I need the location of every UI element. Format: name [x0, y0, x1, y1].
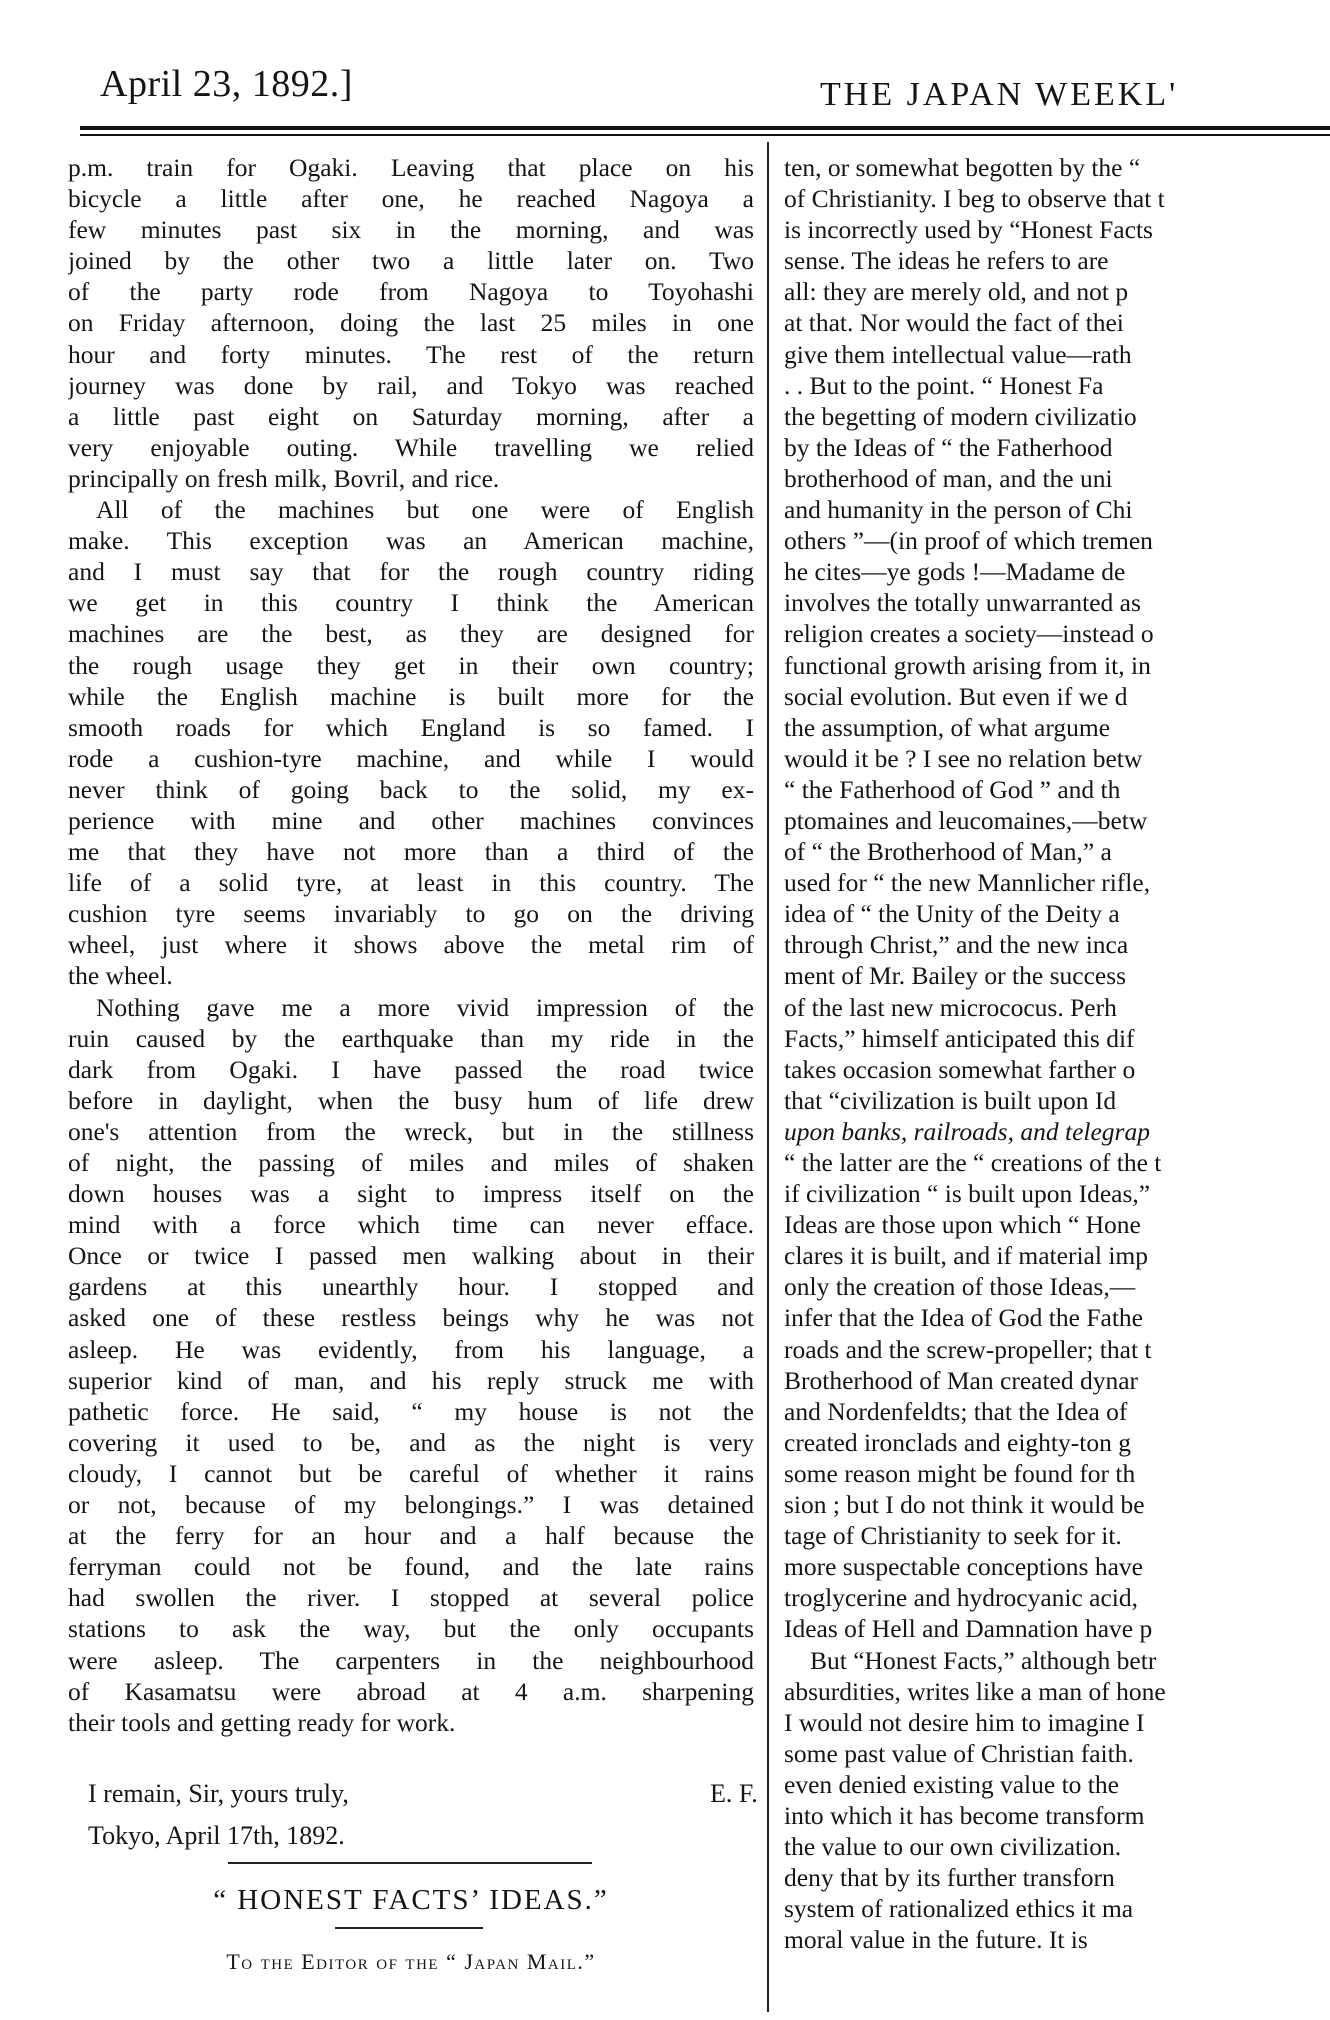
right-column-text-line: infer that the Idea of God the Fathe — [784, 1303, 1143, 1333]
left-column-text-line: at the ferry for an hour and a half because the — [68, 1521, 754, 1551]
right-column-text-line: that “civilization is built upon Id — [784, 1085, 1117, 1115]
right-column-text-line: the assumption, of what argume — [784, 712, 1111, 742]
left-column-text-line: while the English machine is built more for the — [68, 681, 754, 711]
publication-title: THE JAPAN WEEKL' — [820, 76, 1179, 113]
letter-signoff — [68, 1773, 758, 1857]
right-column-text-line: others ”—(in proof of which tremen — [784, 526, 1153, 556]
right-column-text-line: troglycerine and hydrocyanic acid, — [784, 1583, 1139, 1613]
right-column-text-line: is incorrectly used by “Honest Facts — [784, 215, 1153, 245]
left-column-text-line: asked one of these restless beings why he was not — [68, 1303, 754, 1333]
right-column-text-line: religion creates a society—instead o — [784, 619, 1154, 649]
right-column-text-line: some reason might be found for th — [784, 1458, 1136, 1488]
right-column-text-line: all: they are merely old, and not p — [784, 277, 1129, 307]
left-column-text-line: the rough usage they get in their own country; — [68, 650, 754, 680]
right-column-text-line: brotherhood of man, and the uni — [784, 463, 1113, 493]
right-column-text-line: Facts,” himself anticipated this dif — [784, 1023, 1135, 1053]
left-column-text-line: ferryman could not be found, and the late rains — [68, 1552, 754, 1582]
left-column-text-line: were asleep. The carpenters in the neighbourhood — [68, 1645, 754, 1675]
right-column-text-line: even denied existing value to the — [784, 1769, 1119, 1799]
left-column-text-line: never think of going back to the solid, my ex- — [68, 774, 754, 804]
right-column-text-line: “ the latter are the “ creations of the t — [784, 1148, 1162, 1177]
left-column-text-line: on Friday afternoon, doing the last 25 miles in one — [68, 308, 754, 338]
right-column-text-line: system of rationalized ethics it ma — [784, 1894, 1134, 1924]
column-divider — [767, 142, 769, 2012]
headline-underline — [335, 1927, 483, 1929]
right-column-text-line: Ideas of Hell and Damnation have p — [784, 1614, 1153, 1644]
left-column-text-line: pathetic force. He said, “ my house is not the — [68, 1396, 754, 1426]
left-column-text-line: me that they have not more than a third of the — [68, 837, 754, 867]
right-column-text-line: more suspectable conceptions have — [784, 1552, 1143, 1582]
left-column-text-line: before in daylight, when the busy hum of life drew — [68, 1085, 754, 1115]
right-column-text-line: Brotherhood of Man created dynar — [784, 1365, 1139, 1395]
left-column-text-line: gardens at this unearthly hour. I stopped and — [68, 1272, 754, 1302]
left-column-text-line: or not, because of my belongings.” I was detained — [68, 1490, 754, 1520]
right-column-text-line: some past value of Christian faith. — [784, 1738, 1134, 1768]
right-column-text-line: upon banks, railroads, and telegrap — [784, 1116, 1150, 1146]
left-column-text-line: had swollen the river. I stopped at several police — [68, 1583, 754, 1613]
right-column-text-line: absurdities, writes like a man of hone — [784, 1676, 1166, 1706]
right-column-text-line: if civilization “ is built upon Ideas,” — [784, 1179, 1151, 1209]
left-column-text-line: asleep. He was evidently, from his language, a — [68, 1334, 754, 1364]
right-column-text-line: tage of Christianity to seek for it. — [784, 1521, 1122, 1551]
right-column-text-line: social evolution. But even if we d — [784, 681, 1128, 711]
right-column-text-line: Ideas are those upon which “ Hone — [784, 1210, 1141, 1240]
right-column-text-line: involves the totally unwarranted as — [784, 588, 1141, 618]
right-column-text-line: deny that by its further transforn — [784, 1863, 1115, 1893]
right-column-text-line: roads and the screw-propeller; that t — [784, 1334, 1152, 1364]
right-column-text-line: only the creation of those Ideas,— — [784, 1272, 1136, 1302]
right-column-text-line: and Nordenfeldts; that the Idea of — [784, 1396, 1128, 1426]
article-headline: “ HONEST FACTS’ IDEAS.” — [213, 1884, 609, 1916]
left-column-text-line: of the party rode from Nagoya to Toyohashi — [68, 277, 754, 307]
left-column-text-line: very enjoyable outing. While travelling we relied — [68, 432, 754, 462]
header-rule-thin — [80, 134, 1330, 136]
right-column-text-line: idea of “ the Unity of the Deity a — [784, 899, 1120, 929]
left-column-text-line: dark from Ogaki. I have passed the road twice — [68, 1054, 754, 1084]
left-column-text-line: make. This exception was an American machine, — [68, 526, 754, 556]
right-column-text-line: and humanity in the person of Chi — [784, 495, 1133, 525]
left-column-text-line: principally on fresh milk, Bovril, and rice. — [68, 463, 500, 493]
left-column-text-line: a little past eight on Saturday morning, after a — [68, 401, 754, 431]
right-column-text-line: at that. Nor would the fact of thei — [784, 308, 1124, 338]
right-column-text-line: of Christianity. I beg to observe that t — [784, 184, 1165, 214]
left-column-text-line: ruin caused by the earthquake than my ride in the — [68, 1023, 754, 1053]
right-column-text-line: of “ the Brotherhood of Man,” a — [784, 837, 1112, 867]
left-column-text-line: journey was done by rail, and Tokyo was reached — [68, 370, 754, 400]
left-column-text-line: bicycle a little after one, he reached Nagoya a — [68, 184, 754, 214]
left-column-text-line: perience with mine and other machines convinces — [68, 805, 754, 835]
right-column-text-line: But “Honest Facts,” although betr — [810, 1645, 1157, 1675]
right-column-text-line: clares it is built, and if material imp — [784, 1241, 1148, 1271]
right-column-text-line: I would not desire him to imagine I — [784, 1707, 1145, 1737]
left-column-text-line: of night, the passing of miles and miles of shaken — [68, 1148, 754, 1177]
right-column-text-line: the begetting of modern civilizatio — [784, 401, 1137, 431]
left-column-text-line: superior kind of man, and his reply struck me with — [68, 1365, 754, 1395]
right-column-text-line: of the last new micrococus. Perh — [784, 992, 1117, 1022]
left-column — [68, 152, 754, 1738]
left-column-text-line: mind with a force which time can never efface. — [68, 1210, 754, 1240]
author-initials: E. F. — [710, 1779, 758, 1808]
right-column-text-line: the value to our own civilization. — [784, 1832, 1122, 1862]
right-column-text-line: sense. The ideas he refers to are — [784, 246, 1109, 276]
left-column-text-line: machines are the best, as they are designed for — [68, 619, 754, 649]
left-column-text-line: Nothing gave me a more vivid impression of the — [96, 992, 754, 1022]
left-column-text-line: we get in this country I think the American — [68, 588, 754, 618]
right-column-text-line: “ the Fatherhood of God ” and th — [784, 774, 1121, 804]
left-column-text-line: and I must say that for the rough country riding — [68, 557, 754, 587]
left-column-text-line: one's attention from the wreck, but in the stillness — [68, 1116, 754, 1146]
left-column-text-line: down houses was a sight to impress itself on the — [68, 1179, 754, 1209]
left-column-text-line: smooth roads for which England is so famed. I — [68, 712, 754, 742]
right-column-text-line: ptomaines and leucomaines,—betw — [784, 805, 1148, 835]
left-column-text-line: rode a cushion-tyre machine, and while I would — [68, 743, 754, 773]
letter-place-date: Tokyo, April 17th, 1892. — [88, 1821, 345, 1850]
right-column-text-line: functional growth arising from it, in — [784, 650, 1151, 680]
right-column — [784, 152, 1330, 1955]
right-column-text-line: he cites—ye gods !—Madame de — [784, 557, 1126, 587]
left-column-text-line: stations to ask the way, but the only occupants — [68, 1614, 754, 1644]
right-column-text-line: moral value in the future. It is — [784, 1925, 1088, 1955]
right-column-text-line: into which it has become transform — [784, 1800, 1145, 1830]
left-column-text-line: the wheel. — [68, 961, 173, 991]
article-subheading: To the Editor of the “ Japan Mail.” — [226, 1949, 596, 1974]
left-column-text-line: joined by the other two a little later on. Two — [68, 246, 754, 276]
right-column-text-line: give them intellectual value—rath — [784, 339, 1132, 369]
left-column-text-line: All of the machines but one were of English — [96, 495, 754, 525]
right-column-text-line: ment of Mr. Bailey or the success — [784, 961, 1127, 991]
article-separator-rule — [228, 1862, 592, 1864]
right-column-text-line: through Christ,” and the new inca — [784, 930, 1129, 960]
right-column-text-line: used for “ the new Mannlicher rifle, — [784, 868, 1151, 898]
right-column-text-line: by the Ideas of “ the Fatherhood — [784, 432, 1113, 462]
right-column-text-line: ten, or somewhat begotten by the “ — [784, 153, 1141, 182]
right-column-text-line: would it be ? I see no relation betw — [784, 743, 1143, 773]
left-column-text-line: cloudy, I cannot but be careful of whether it rains — [68, 1458, 754, 1488]
closing-line: I remain, Sir, yours truly, — [88, 1779, 349, 1808]
left-column-text-line: Once or twice I passed men walking about in their — [68, 1241, 754, 1271]
left-column-text-line: wheel, just where it shows above the metal rim of — [68, 930, 754, 960]
left-column-text-line: of Kasamatsu were abroad at 4 a.m. sharpening — [68, 1676, 754, 1706]
right-column-text-line: sion ; but I do not think it would be — [784, 1490, 1145, 1520]
left-column-text-line: hour and forty minutes. The rest of the return — [68, 339, 754, 369]
left-column-text-line: p.m. train for Ogaki. Leaving that place on his — [68, 153, 754, 182]
left-column-text-line: their tools and getting ready for work. — [68, 1707, 456, 1737]
issue-date: April 23, 1892.] — [100, 63, 353, 105]
left-column-text-line: few minutes past six in the morning, and was — [68, 215, 754, 245]
left-column-text-line: covering it used to be, and as the night is very — [68, 1427, 754, 1457]
left-column-text-line: cushion tyre seems invariably to go on the driving — [68, 899, 754, 929]
right-column-text-line: created ironclads and eighty-ton g — [784, 1427, 1131, 1457]
right-column-text-line: . . But to the point. “ Honest Fa — [784, 370, 1104, 400]
header-rule-thick — [80, 126, 1330, 130]
left-column-text-line: life of a solid tyre, at least in this country. The — [68, 868, 754, 898]
right-column-text-line: takes occasion somewhat farther o — [784, 1054, 1136, 1084]
